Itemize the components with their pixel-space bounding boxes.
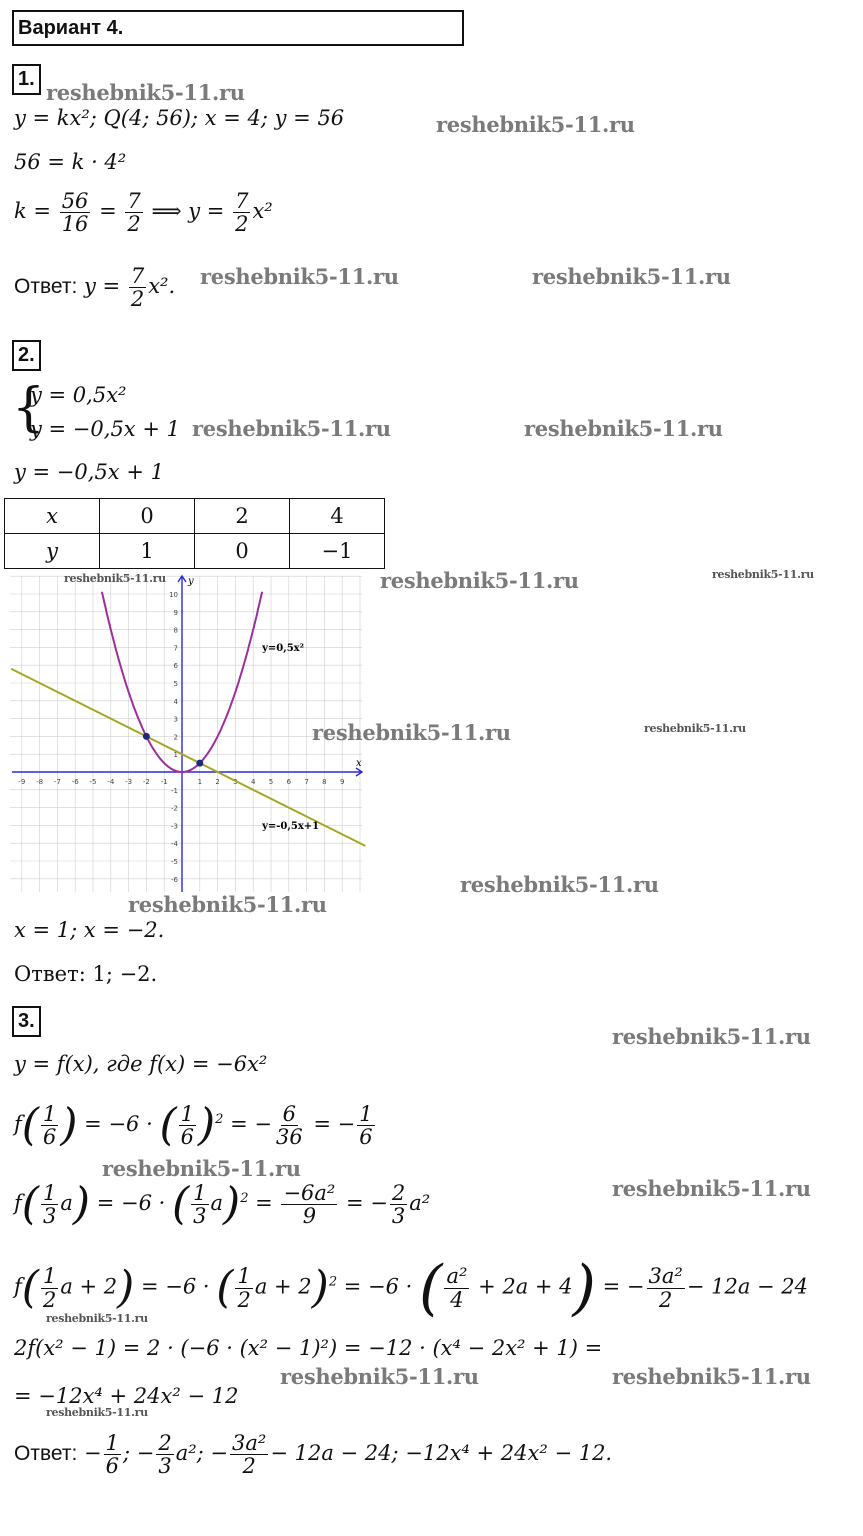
- fraction: $\frac{\text{3a²}}{2}$: [232, 1431, 267, 1479]
- parabola-label: y=0,5x²: [262, 642, 305, 654]
- system-brace: {: [12, 378, 46, 438]
- task-3-row-1: f( $\frac{1}{6}$ ) = −6 · ( $\frac{1}{6}$ )$^2$ = − $\frac{6}{36}$ = − $\frac{1}{6}$: [14, 1099, 373, 1151]
- line-label: y=-0,5x+1: [262, 820, 320, 832]
- line-graph: [11, 669, 365, 849]
- watermark: reshebnik5-11.ru: [612, 1176, 811, 1201]
- watermark: reshebnik5-11.ru: [46, 1312, 148, 1325]
- table-row: [5, 499, 385, 534]
- fraction: $\frac{7}{2}$: [127, 189, 141, 237]
- graph-grid: [10, 576, 362, 892]
- tick-label-y: 4: [173, 697, 178, 706]
- tick-label-y: 5: [173, 680, 178, 688]
- axis-x-label: x: [356, 758, 362, 769]
- watermark: reshebnik5-11.ru: [200, 264, 399, 289]
- watermark: reshebnik5-11.ru: [64, 572, 166, 585]
- tick-label-y: -3: [171, 822, 178, 831]
- task-1-line-2: 56 = k · 4²: [14, 150, 127, 174]
- task-2-roots: x = 1; x = −2.: [14, 918, 165, 942]
- tick-label-y: -5: [171, 858, 178, 866]
- watermark: reshebnik5-11.ru: [46, 1406, 148, 1419]
- fraction: $\frac{7}{2}$: [130, 264, 145, 312]
- table-cell: 0: [100, 499, 195, 534]
- fraction: $\frac{1}{2}$: [237, 1264, 251, 1312]
- tick-label-x: -1: [160, 778, 168, 786]
- task-3-line-4: 2f(x² − 1) = 2 · (−6 · (x² − 1)²) = −12 · (x⁴ − 2x² + 1) =: [14, 1336, 603, 1360]
- tick-label-x: 3: [233, 778, 238, 786]
- value-table: [4, 498, 385, 569]
- task-2-number: 2.: [12, 340, 41, 371]
- tick-label-y: 3: [173, 715, 178, 724]
- tick-label-x: -2: [142, 778, 150, 786]
- watermark: reshebnik5-11.ru: [532, 264, 731, 289]
- fraction: $\frac{1}{6}$: [359, 1102, 373, 1150]
- fraction: $\frac{1}{6}$: [105, 1431, 119, 1479]
- tick-label-y: 1: [173, 751, 178, 760]
- task-2-line: y = −0,5x + 1: [14, 460, 164, 484]
- tick-label-x: -3: [125, 778, 133, 786]
- variant-title: Вариант 4.: [12, 10, 464, 46]
- tick-label-x: -5: [89, 778, 97, 786]
- axis-lines: [12, 576, 362, 892]
- tick-label-y: -6: [171, 875, 178, 884]
- fraction: $\frac{\text{3a²}}{2}$: [648, 1264, 683, 1312]
- task-3-row-3: f( $\frac{1}{2}$ a + 2) = −6 · ( $\frac{1}{2}$ a + 2)$^2$ = −6 · ( $\frac{\text{a²}}{4}$ + 2a + 4) = − $\frac{\text{3a²}}{2}$ − 12a − 24: [14, 1253, 809, 1323]
- fraction: $\frac{1}{6}$: [180, 1102, 194, 1150]
- watermark: reshebnik5-11.ru: [192, 416, 391, 441]
- tick-label-x: -6: [71, 778, 79, 786]
- tick-label-y: -4: [171, 840, 178, 849]
- tick-label-y: 6: [173, 662, 178, 671]
- tick-label-y: 8: [173, 626, 178, 635]
- watermark: reshebnik5-11.ru: [46, 80, 245, 105]
- fraction: $\frac{7}{2}$: [235, 189, 249, 237]
- task-3-number: 3.: [12, 1006, 41, 1037]
- fraction: $\frac{\text{−6a²}}{9}$: [283, 1181, 336, 1229]
- table-cell: 4: [290, 499, 385, 534]
- watermark: reshebnik5-11.ru: [380, 568, 579, 593]
- tick-label-x: -8: [36, 778, 44, 786]
- table-row: [5, 534, 385, 569]
- intersection-point: [196, 760, 203, 767]
- table-cell: −1: [290, 534, 385, 569]
- fraction: $\frac{1}{3}$: [42, 1181, 57, 1229]
- axis-y-label: y: [188, 576, 194, 587]
- task-3-line-5: = −12x⁴ + 24x² − 12: [14, 1384, 239, 1408]
- tick-label-x: 8: [322, 778, 327, 786]
- task-3-line-1: y = f(x), где f(x) = −6x²: [14, 1052, 268, 1076]
- tick-label-y: 2: [173, 733, 178, 742]
- table-header-x: x: [5, 499, 100, 534]
- task-3-answer: Ответ: − $\frac{1}{6}$ ; − $\frac{2}{3}$ a²; − $\frac{\text{3a²}}{2}$ − 12a − 24; −12x⁴ + 24x² − 12.: [14, 1431, 613, 1479]
- table-cell: 2: [195, 499, 290, 534]
- watermark: reshebnik5-11.ru: [436, 112, 635, 137]
- task-3-row-2: f( $\frac{1}{3}$ a) = −6 · ( $\frac{1}{3}$ a)$^2$ = $\frac{\text{−6a²}}{9}$ = − $\frac{2}{3}$ a²: [14, 1178, 431, 1230]
- tick-label-x: 6: [286, 778, 292, 786]
- tick-label-x: 5: [268, 778, 274, 786]
- tick-label-y: 7: [173, 644, 178, 653]
- fraction: $\frac{1}{3}$: [193, 1181, 207, 1229]
- system-eq-1: y = 0,5x²: [30, 383, 127, 407]
- fraction: $\frac{2}{3}$: [158, 1431, 172, 1479]
- fraction: $\frac{2}{3}$: [391, 1181, 406, 1229]
- tick-label-x: 4: [250, 778, 256, 786]
- table-header-y: y: [5, 534, 100, 569]
- task-2-answer: Ответ: 1; −2.: [14, 962, 158, 986]
- watermark: reshebnik5-11.ru: [524, 416, 723, 441]
- tick-label-x: -4: [107, 778, 115, 786]
- fraction: $\frac{1}{2}$: [42, 1264, 57, 1312]
- task-1-answer: Ответ: y = $\frac{7}{2}$ x².: [14, 264, 176, 312]
- tick-label-x: -7: [53, 778, 61, 786]
- tick-label-x: -9: [18, 778, 26, 786]
- intersection-point: [143, 733, 150, 740]
- task-1-k-formula: k = $\frac{56}{16}$ = $\frac{7}{2}$ ⟹ y = $\frac{7}{2}$ x²: [14, 189, 273, 237]
- tick-label-x: 7: [304, 778, 309, 786]
- watermark: reshebnik5-11.ru: [712, 568, 814, 581]
- tick-label-y: -2: [171, 804, 178, 813]
- fraction: $\frac{56}{16}$: [61, 189, 89, 237]
- table-cell: 1: [100, 534, 195, 569]
- tick-label-x: 9: [339, 778, 345, 786]
- watermark: reshebnik5-11.ru: [644, 722, 746, 735]
- watermark: reshebnik5-11.ru: [102, 1156, 301, 1181]
- graph-axes: [12, 576, 362, 892]
- tick-label-y: 9: [173, 608, 178, 617]
- system-eq-2: y = −0,5x + 1: [30, 417, 180, 441]
- tick-label-y: -1: [171, 786, 178, 795]
- watermark: reshebnik5-11.ru: [612, 1364, 811, 1389]
- watermark: reshebnik5-11.ru: [612, 1024, 811, 1049]
- task-1-line-1: y = kx²; Q(4; 56); x = 4; y = 56: [14, 106, 345, 130]
- watermark: reshebnik5-11.ru: [312, 720, 511, 745]
- watermark: reshebnik5-11.ru: [280, 1364, 479, 1389]
- tick-label-x: 2: [215, 778, 220, 786]
- watermark: reshebnik5-11.ru: [460, 872, 659, 897]
- watermark: reshebnik5-11.ru: [128, 892, 327, 917]
- fraction: $\frac{\text{a²}}{4}$: [446, 1264, 468, 1312]
- task-1-number: 1.: [12, 64, 41, 95]
- table-cell: 0: [195, 534, 290, 569]
- tick-label-x: 1: [197, 778, 203, 786]
- fraction: $\frac{1}{6}$: [42, 1102, 57, 1150]
- tick-label-y: 10: [169, 591, 178, 599]
- fraction: $\frac{6}{36}$: [275, 1102, 303, 1150]
